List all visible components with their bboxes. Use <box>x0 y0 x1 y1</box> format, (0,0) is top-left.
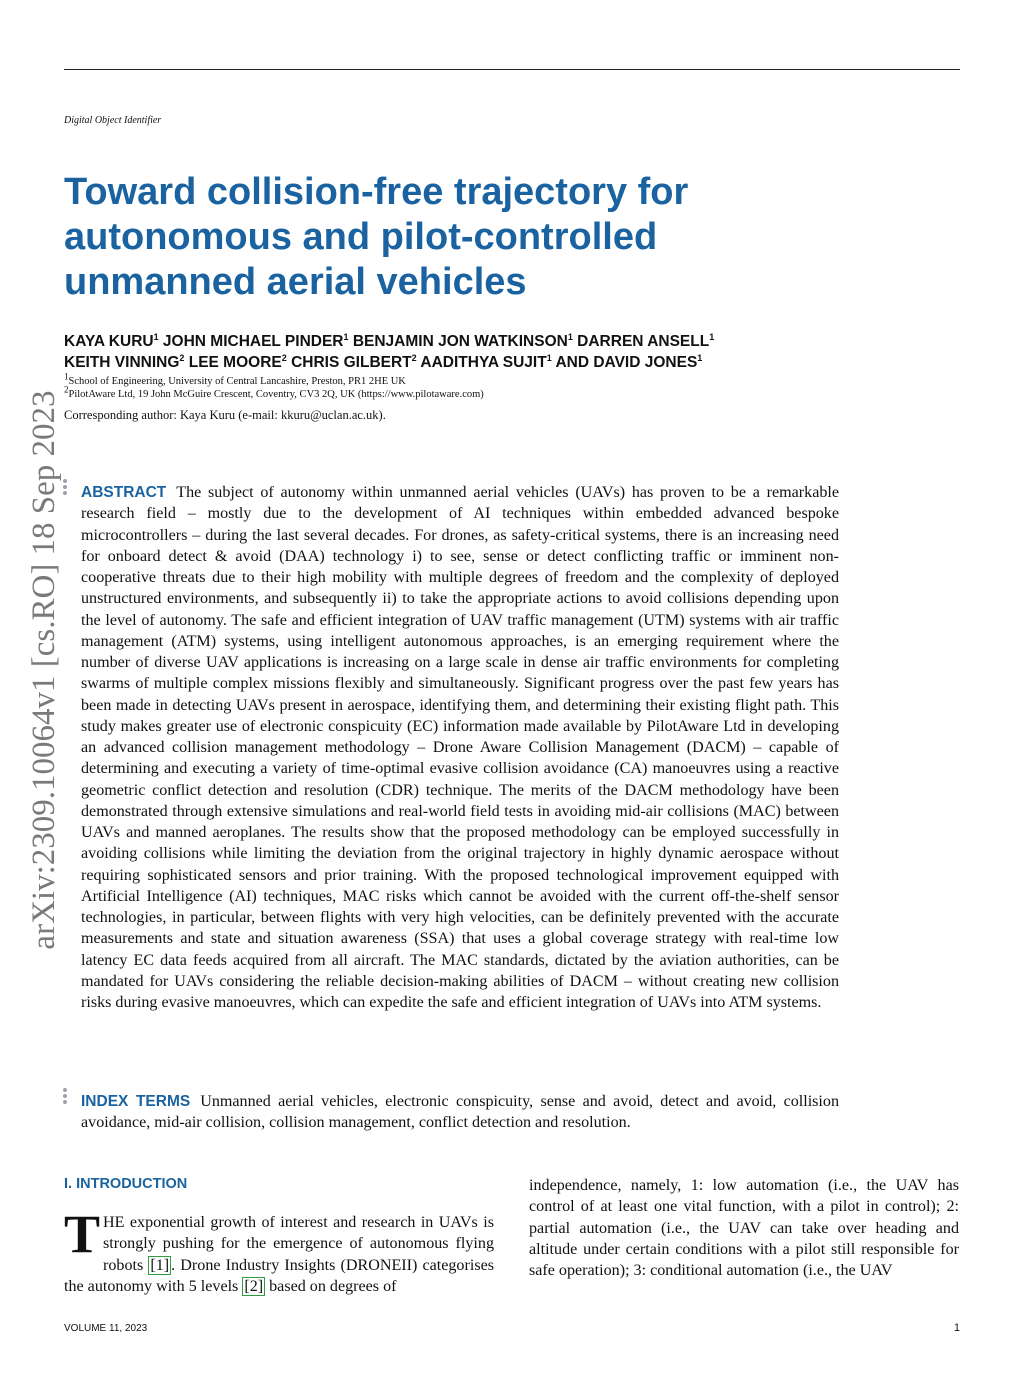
title-line: Toward collision-free trajectory for <box>64 171 689 213</box>
affiliations <box>64 371 484 401</box>
author-name: AADITHYA SUJIT <box>420 354 547 371</box>
affiliation-2 <box>64 384 484 401</box>
abstract-text: The subject of autonomy within unmanned aerial vehicles (UAVs) has proven to be a remarkable research field – mostly due to the development of AI techniques within embedded advanced bespoke microcontrollers – during the last several decades. For drones, as safety-critical systems, there is an increasing need for onboard detect & avoid (DAA) technology i) to see, sense or detect conflicting traffic or imminent non-cooperative threats due to their high mobility with multiple degrees of freedom and the complexity of deployed unstructured environments, and subsequently ii) to take the appropriate actions to avoid collisions depending upon the level of autonomy. The safe and efficient integration of UAV traffic management (UTM) systems with air traffic management (ATM) systems, using intelligent autonomous approaches, is an emerging requirement where the number of diverse UAV applications is increasing on a large scale in dense air traffic environments for completing swarms of multiple complex missions flexibly and simultaneously. Significant progress over the past few years has been made in detecting UAVs present in aerospace, identifying them, and determining their existing flight path. This study makes greater use of electronic conspicuity (EC) information made available by PilotAware Ltd in developing an advanced collision management methodology – Drone Aware Collision Management (DACM) – capable of determining and executing a variety of time-optimal evasive collision avoidance (CA) manoeuvres using a reactive geometric conflict detection and resolution (CDR) technique. The merits of the DACM methodology have been demonstrated through extensive simulations and real-world field tests in avoiding mid-air collisions (MAC) between UAVs and manned aeroplanes. The results show that the proposed methodology can be employed successfully in avoiding collisions while limiting the deviation from the original trajectory in highly dynamic aerospace without requiring sophisticated sensors and prior training. With the proposed technological improvement equipped with Artificial Intelligence (AI) techniques, MAC risks which cannot be avoided with the current off-the-shelf sensor technologies, in particular, between flights with very high velocities, can be definitely prevented with the accurate measurements and state and situation awareness (SSA) that uses a global coverage strategy with real-time low latency EC data feeds acquired from all aircraft. The MAC standards, dictated by the aviation authorities, can be mandated for UAVs considering the reliable decision-making abilities of DACM – without creating new collision risks during evasive manoeuvres, which can expedite the safe and efficient integration of UAVs into ATM systems. <box>81 484 839 1011</box>
author-affil-mark: 1 <box>709 331 715 342</box>
citation-link[interactable]: [1] <box>150 1256 170 1274</box>
intro-text: . Drone Industry Insights (DRONEII) categorises the autonomy with 5 levels <box>64 1256 494 1295</box>
author-name: DARREN ANSELL <box>577 333 710 350</box>
corresponding-author: Corresponding author: Kaya Kuru (e-mail: kkuru@uclan.ac.uk). <box>64 408 386 422</box>
footer-volume: VOLUME 11, 2023 <box>64 1323 148 1334</box>
author-line <box>64 331 964 352</box>
author-name: AND DAVID JONES <box>555 354 698 371</box>
affiliation-text: School of Engineering, University of Central Lancashire, Preston, PR1 2HE UK <box>68 376 406 387</box>
author-name: LEE MOORE <box>188 354 282 371</box>
author-line <box>64 352 964 373</box>
author-name: JOHN MICHAEL PINDER <box>162 333 344 350</box>
index-terms-marker-dots <box>63 1088 69 1106</box>
author-name: KAYA KURU <box>64 333 154 350</box>
section-heading-introduction: I. INTRODUCTION <box>64 1176 188 1192</box>
affiliation-text: PilotAware Ltd, 19 John McGuire Crescent, Coventry, CV3 2Q, UK (https://www.pilotaware.com) <box>68 389 484 400</box>
author-affil-mark: 1 <box>546 352 552 363</box>
title-line: unmanned aerial vehicles <box>64 261 527 303</box>
abstract-marker-dots <box>63 479 69 497</box>
paper-title <box>64 170 824 305</box>
introduction-column-2 <box>529 1175 959 1281</box>
abstract-label: ABSTRACT <box>81 484 167 501</box>
author-list <box>64 331 964 373</box>
affiliation-1 <box>64 371 484 388</box>
header-rule <box>64 69 960 70</box>
author-name: KEITH VINNING <box>64 354 180 371</box>
author-affil-mark: 1 <box>567 331 573 342</box>
citation-link[interactable]: [2] <box>244 1277 264 1295</box>
abstract <box>81 482 839 1013</box>
introduction-column-1 <box>64 1204 494 1297</box>
intro-text: based on degrees of <box>265 1277 397 1295</box>
author-name: CHRIS GILBERT <box>291 354 412 371</box>
arxiv-stamp <box>20 360 68 980</box>
author-affil-mark: 2 <box>411 352 417 363</box>
author-affil-mark: 2 <box>179 352 185 363</box>
affiliation-number: 2 <box>64 384 69 395</box>
page-number: 1 <box>953 1322 960 1334</box>
affiliation-number: 1 <box>64 371 69 382</box>
author-affil-mark: 1 <box>697 352 703 363</box>
index-terms-label: INDEX TERMS <box>81 1093 191 1110</box>
drop-cap: T <box>64 1204 101 1264</box>
doi-label: Digital Object Identifier <box>64 115 162 126</box>
index-terms-text: Unmanned aerial vehicles, electronic conspicuity, sense and avoid, detect and avoid, collision avoidance, mid-air collision, collision management, conflict detection and resolution. <box>81 1093 839 1132</box>
arxiv-identifier: arXiv:2309.10064v1 [cs.RO] 18 Sep 2023 <box>26 390 62 950</box>
intro-text: independence, namely, 1: low automation (i.e., the UAV has control of at least one vital function, with a pilot in control); 2: partial automation (i.e., the UAV can take over heading and altitude under certain conditions with a pilot still responsible for safe operation); 3: conditional automation (i.e., the UAV <box>529 1177 959 1279</box>
author-name: BENJAMIN JON WATKINSON <box>352 333 568 350</box>
author-affil-mark: 2 <box>281 352 287 363</box>
title-line: autonomous and pilot-controlled <box>64 216 658 258</box>
author-affil-mark: 1 <box>343 331 349 342</box>
author-affil-mark: 1 <box>153 331 159 342</box>
index-terms <box>81 1091 839 1134</box>
intro-text: HE exponential growth of interest and research in UAVs is strongly pushing for the emergence of autonomous flying robots <box>103 1214 494 1274</box>
